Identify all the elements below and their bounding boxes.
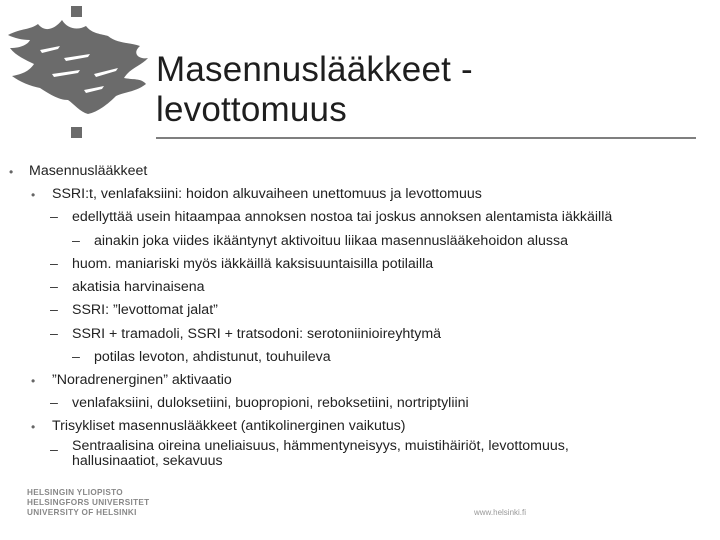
title-line-2: levottomuus bbox=[156, 90, 347, 129]
dash-icon: – bbox=[50, 302, 58, 318]
bullet-level2: SSRI: ”levottomat jalat” bbox=[72, 302, 218, 318]
bullet-icon: • bbox=[31, 374, 36, 388]
university-name bbox=[27, 488, 149, 518]
dash-icon: – bbox=[72, 233, 80, 249]
bullet-level3: potilas levoton, ahdistunut, touhuileva bbox=[94, 349, 331, 365]
bullet-level2: akatisia harvinaisena bbox=[72, 279, 205, 295]
university-name-fi: HELSINGIN YLIOPISTO bbox=[27, 488, 123, 497]
university-name-sv: HELSINGFORS UNIVERSITET bbox=[27, 498, 150, 507]
bullet-level1: ”Noradrenerginen” aktivaatio bbox=[52, 372, 232, 388]
university-logo bbox=[0, 0, 150, 145]
dash-icon: – bbox=[72, 349, 80, 365]
bullet-text-line: hallusinaatiot, sekavuus bbox=[72, 453, 223, 469]
slide-title bbox=[156, 50, 696, 130]
bullet-level0: Masennuslääkkeet bbox=[29, 163, 148, 179]
bullet-icon: • bbox=[31, 188, 36, 202]
title-underline bbox=[156, 137, 696, 139]
dash-icon: – bbox=[50, 209, 58, 225]
bullet-level2: edellyttää usein hitaampaa annoksen nostoa tai joskus annoksen alentamista iäkkäillä bbox=[72, 209, 613, 225]
bullet-level2: SSRI + tramadoli, SSRI + tratsodoni: serotoniinioireyhtymä bbox=[72, 326, 442, 342]
bullet-level1: SSRI:t, venlafaksiini: hoidon alkuvaiheen unettomuus ja levottomuus bbox=[52, 186, 482, 202]
bullet-icon: • bbox=[31, 420, 36, 434]
dash-icon: – bbox=[50, 326, 58, 342]
dash-icon: – bbox=[50, 256, 58, 272]
bullet-text-line: Sentraalisina oireina uneliaisuus, hämmentyneisyys, muistihäiriöt, levottomuus, bbox=[72, 438, 569, 454]
bullet-level3: ainakin joka viides ikääntynyt aktivoituu liikaa masennuslääkehoidon alussa bbox=[94, 233, 568, 249]
bullet-level2: venlafaksiini, duloksetiini, buopropioni, reboksetiini, nortriptyliini bbox=[72, 395, 469, 411]
bullet-icon: • bbox=[9, 165, 14, 179]
university-name-en: UNIVERSITY OF HELSINKI bbox=[27, 508, 137, 517]
footer-url[interactable]: www.helsinki.fi bbox=[474, 508, 527, 517]
dash-icon: – bbox=[50, 395, 58, 411]
dash-icon: – bbox=[50, 279, 58, 295]
dash-icon: – bbox=[50, 442, 58, 458]
bullet-level2: huom. maniariski myös iäkkäillä kaksisuuntaisilla potilailla bbox=[72, 256, 434, 272]
bullet-level1: Trisykliset masennuslääkkeet (antikolinerginen vaikutus) bbox=[52, 418, 406, 434]
title-line-1: Masennuslääkkeet - bbox=[156, 50, 473, 89]
bullet-level2-multiline bbox=[72, 439, 569, 469]
